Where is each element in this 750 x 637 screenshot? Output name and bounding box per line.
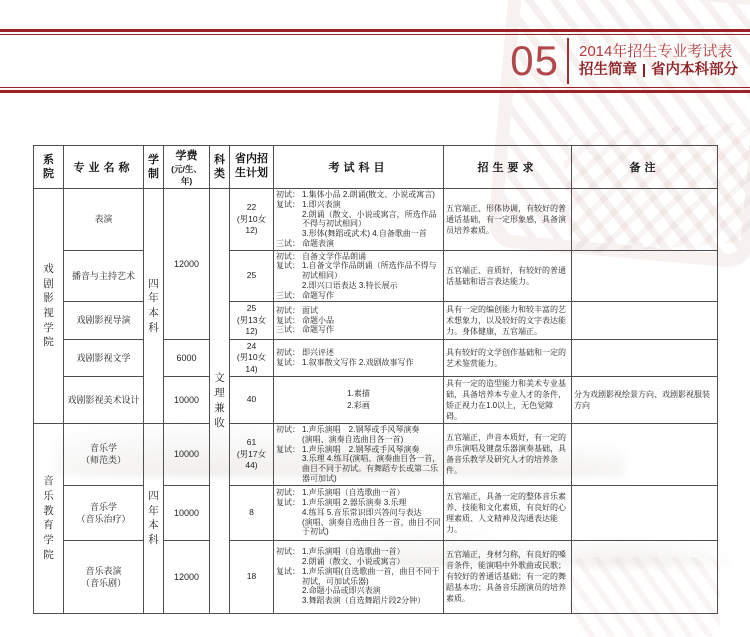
exam-line-text: (演唱、演奏自选曲目各一首，曲目不同于初试) [302, 517, 441, 537]
table-header-row [34, 146, 718, 189]
major-cell [64, 339, 144, 376]
major-sub: （音乐治疗） [76, 513, 131, 524]
plan-detail: (男17女44) [236, 448, 267, 471]
major-cell [64, 540, 144, 613]
exam-line [276, 596, 441, 606]
exam-line-text: 2.命题小品或即兴表演 [302, 586, 381, 596]
requirements-cell [444, 302, 572, 339]
major-name: 播音与主持艺术 [71, 270, 135, 281]
plan-cell [230, 377, 274, 424]
major-cell [64, 485, 144, 540]
tuition-value: 10000 [173, 395, 200, 406]
exam-subjects-cell [274, 189, 444, 251]
top-rule-thick [0, 29, 750, 32]
table-row [34, 302, 718, 339]
requirements-cell [444, 250, 572, 302]
major-name: 表演 [94, 214, 113, 225]
exam-line [276, 488, 441, 498]
exam-stage-label: 三试： [276, 325, 300, 335]
exam-stage-label: 初试： [276, 348, 300, 358]
requirements-cell [444, 189, 572, 251]
col-header-tuition-unit: (元/生、年) [171, 164, 202, 186]
plan-detail: (男10女14) [236, 352, 267, 374]
exam-line [276, 547, 441, 557]
note-cell [572, 377, 718, 424]
exam-stage-label: 复试： [276, 261, 300, 271]
exam-subjects-cell [274, 424, 444, 486]
table-row [34, 189, 718, 251]
exam-line [276, 348, 441, 358]
note-cell [572, 189, 718, 251]
exam-subjects-cell [274, 339, 444, 376]
exam-line [276, 229, 441, 239]
exam-subjects-cell [274, 302, 444, 339]
exam-line [276, 567, 441, 587]
page-header [510, 38, 738, 84]
tuition-value: 6000 [176, 352, 197, 363]
exam-line-text: 1.声乐演唱（自选歌曲一首） [302, 488, 405, 498]
requirements-text: 五官端正，身材匀称，有良好的嗓音条件，能演唱中外歌曲或民歌；有较好的普通话基础；有一定的舞蹈基本功；具备音乐剧演员的培养素质。 [446, 550, 566, 604]
major-sub: （师范类） [80, 455, 126, 466]
exam-stage-label: 复试： [276, 444, 300, 454]
exam-stage-label: 初试： [276, 251, 300, 261]
dept-cell-music [34, 424, 64, 614]
exam-stage-label: 初试： [276, 425, 300, 435]
exam-line-text: 命题写作 [302, 325, 334, 335]
note-cell [572, 424, 718, 486]
plan-number: 61 [246, 437, 257, 448]
exam-stage-label [276, 586, 302, 596]
duration-cell-drama [144, 189, 164, 424]
header-divider [567, 38, 569, 84]
requirements-cell [444, 540, 572, 613]
exam-line [276, 425, 441, 435]
table-row [34, 339, 718, 376]
col-header-duration [144, 146, 164, 189]
requirements-cell [444, 377, 572, 424]
plan-number: 25 [246, 303, 257, 314]
table-row [34, 485, 718, 540]
exam-stage-label [276, 210, 302, 230]
exam-line-text: 1.集体小品 2.朗诵(散文、小说或寓言) [302, 190, 435, 199]
exam-line [276, 200, 441, 210]
exam-line [276, 316, 441, 326]
exam-subjects-cell [274, 250, 444, 302]
exam-stage-label [276, 596, 302, 606]
exam-stage-label [276, 518, 302, 538]
requirements-text: 五官端正、形体协调，有较好的普通话基础，有一定形象感，具备演员培养素质。 [446, 203, 566, 235]
col-header-major: 专业名称 [64, 146, 144, 189]
exam-line-text: 1.声乐演唱 2.器乐演奏 3.乐理 [302, 498, 407, 508]
major-name: 音乐学 [89, 443, 117, 454]
major-name: 音乐表演 [85, 565, 122, 576]
header-rule-thick [0, 90, 750, 93]
col-header-dept [34, 146, 64, 189]
col-header-tuition-label: 学费 [175, 150, 198, 162]
plan-number: 25 [246, 270, 257, 281]
exam-subjects-cell [274, 485, 444, 540]
exam-line-text: 4.练耳 5.音乐常识即兴答问与表达 [302, 507, 422, 517]
col-header-exam: 考试科目 [274, 146, 444, 189]
plan-cell [230, 424, 274, 486]
table-row [34, 377, 718, 424]
col-header-dept-label: 系院 [42, 153, 54, 180]
major-cell [64, 302, 144, 339]
category-value: 文理兼收 [214, 372, 225, 429]
exam-stage-label [276, 557, 302, 567]
header-titles [579, 42, 738, 80]
col-header-plan [230, 146, 274, 189]
plan-cell [230, 339, 274, 376]
tuition-value: 10000 [173, 449, 200, 460]
requirements-text: 具有一定的造型能力和美术专业基础，具备培养本专业人才的条件，矫正视力在1.0以上，无色觉障碍。 [446, 379, 566, 422]
plan-number: 18 [246, 570, 257, 581]
exam-line-text: 命题写作 [302, 290, 334, 300]
exam-line [276, 557, 441, 567]
exam-subjects-cell [274, 540, 444, 613]
plan-number: 40 [246, 394, 257, 405]
exam-stage-label: 初试： [276, 488, 300, 498]
requirements-text: 五官端正，声音本质好，有一定的声乐演唱及键盘乐器演奏基础，具备音乐教学及研究人才的培养条件。 [446, 433, 566, 476]
major-name: 音乐学 [89, 501, 117, 512]
page-subtitle [579, 61, 738, 80]
plan-number: 8 [249, 506, 254, 517]
exam-line [276, 508, 441, 518]
exam-line [276, 325, 441, 335]
page-number: 05 [510, 37, 559, 84]
requirements-text: 五官端正，具备一定的整体音乐素养、技能和文化素质，有良好的心理素质、人文精神及沟通表达能力。 [446, 491, 566, 534]
exam-line-text: 1.素描 [347, 389, 370, 399]
col-header-tuition [164, 146, 210, 189]
plan-number: 22 [246, 202, 257, 213]
duration-text: 四年本科 [148, 490, 159, 547]
exam-line-text: 1.声乐演唱(自选歌曲一首，曲目不同于初试，可加试乐器) [302, 566, 440, 586]
major-name: 戏剧影视美术设计 [67, 395, 140, 406]
tuition-value: 10000 [173, 507, 200, 518]
requirements-cell [444, 424, 572, 486]
exam-stage-label: 初试： [276, 190, 300, 199]
exam-line-text: 面试 [302, 305, 318, 315]
exam-stage-label: 复试： [276, 498, 300, 508]
exam-line-text: 1.声乐演唱 2.钢琴或手风琴演奏 [302, 425, 420, 435]
exam-line-text: 3.形体(舞蹈或武术) 4.自备歌曲一首 [302, 229, 427, 238]
plan-detail: (男13女12) [236, 314, 267, 337]
col-header-note: 备注 [572, 146, 718, 189]
major-cell [64, 377, 144, 424]
exam-line-text: 即兴评述 [302, 348, 334, 358]
exam-line [276, 518, 441, 538]
exam-line-text: 2.彩画 [347, 401, 370, 411]
exam-stage-label: 复试： [276, 315, 300, 325]
exam-line [276, 291, 441, 301]
exam-line-text: 3.乐理 4.练耳(演唱、演奏曲目各一首，曲目不同于初试。有舞蹈专长或第二乐器可加试) [302, 454, 441, 483]
exam-line [276, 435, 441, 445]
col-header-category [210, 146, 230, 189]
exam-line-text: 1.声乐演唱 2.钢琴或手风琴演奏 [302, 444, 420, 454]
exam-line-text: 1.声乐演唱（自选歌曲一首） [302, 547, 405, 557]
exam-stage-label: 初试： [276, 547, 300, 557]
dept-name: 音乐教育学院 [43, 475, 54, 561]
exam-line-text: 命题表演 [302, 238, 334, 248]
major-cell [64, 424, 144, 486]
exam-stage-label [276, 435, 302, 445]
exam-stage-label: 三试： [276, 290, 300, 300]
exam-line [276, 586, 441, 596]
exam-line [276, 261, 441, 281]
exam-line-text: 1.叙事散文写作 2.戏剧故事写作 [302, 357, 414, 367]
exam-stage-label: 初试： [276, 305, 300, 315]
subtitle-left: 招生简章 [579, 62, 637, 79]
exam-line [276, 210, 441, 230]
exam-stage-label: 复试： [276, 357, 300, 367]
exam-line-text: 自备文学作品朗诵 [302, 251, 366, 261]
exam-line [276, 281, 441, 291]
duration-cell-music [144, 424, 164, 614]
exam-line-text: 1.即兴表演 [302, 199, 341, 209]
exam-line [276, 239, 441, 249]
exam-line [276, 306, 441, 316]
requirements-cell [444, 339, 572, 376]
tuition-cell [164, 540, 210, 613]
table-row [34, 424, 718, 486]
exam-line-text: 2.朗诵（散文、小说或寓言） [302, 557, 405, 567]
exam-stage-label [276, 454, 302, 483]
page-title: 2014年招生专业考试表 [579, 42, 733, 60]
tuition-cell [164, 189, 210, 340]
exam-stage-label [276, 508, 302, 518]
exam-line-text: 2.朗诵（散文、小说或寓言，所选作品不得与初试相同） [302, 209, 437, 229]
tuition-value: 12000 [173, 258, 200, 269]
requirements-cell [444, 485, 572, 540]
header-rule-thin [0, 87, 750, 88]
note-text: 分为戏剧影视绘景方向、戏剧影视服装方向 [574, 389, 710, 411]
plan-cell [230, 250, 274, 302]
note-cell [572, 540, 718, 613]
requirements-text: 具有一定的编创能力和较丰富的艺术想象力，以及较好的文字表达能力。身体健康，五官端正。 [446, 304, 566, 336]
major-cell [64, 250, 144, 302]
requirements-text: 五官端正、音质好，有较好的普通话基础和语言表达能力。 [446, 265, 566, 286]
table-row [34, 250, 718, 302]
category-cell [210, 189, 230, 614]
major-name: 戏剧影视文学 [76, 352, 131, 363]
plan-cell [230, 189, 274, 251]
plan-cell [230, 485, 274, 540]
tuition-value: 12000 [173, 571, 200, 582]
plan-number: 24 [246, 340, 257, 351]
col-header-duration-label: 学制 [147, 153, 159, 180]
exam-line-text: 3.舞蹈表演（自选舞蹈片段2分钟） [302, 596, 426, 606]
exam-stage-label [276, 281, 302, 291]
admission-exam-table [33, 145, 718, 614]
major-sub: （音乐剧） [80, 577, 126, 588]
table-row [34, 540, 718, 613]
major-cell [64, 189, 144, 251]
exam-line [276, 445, 441, 455]
exam-stage-label: 复试： [276, 566, 300, 576]
exam-subjects-cell [274, 377, 444, 424]
exam-stage-label: 复试： [276, 199, 300, 209]
col-header-category-label: 科类 [213, 153, 225, 180]
exam-line [276, 252, 441, 262]
top-rule-thin [0, 34, 750, 35]
exam-line-text: 命题小品 [302, 315, 334, 325]
tuition-cell [164, 485, 210, 540]
exam-stage-label [276, 229, 302, 239]
exam-line [276, 190, 441, 200]
exam-stage-label: 三试： [276, 238, 300, 248]
tuition-cell [164, 424, 210, 486]
plan-cell [230, 540, 274, 613]
tuition-cell [164, 377, 210, 424]
plan-cell [230, 302, 274, 339]
duration-text: 四年本科 [148, 277, 159, 334]
note-cell [572, 339, 718, 376]
tuition-cell [164, 339, 210, 376]
exam-line-text: 1.自备文学作品朗诵（所选作品不得与初试相同） [302, 261, 437, 280]
col-header-requirement: 招生要求 [444, 146, 572, 189]
subtitle-divider [643, 64, 645, 77]
dept-name: 戏剧影视学院 [43, 263, 54, 349]
note-cell [572, 302, 718, 339]
plan-detail: (男10女12) [236, 213, 267, 235]
exam-line [276, 498, 441, 508]
exam-line-text: 2.即兴口语表达 3.特长展示 [302, 280, 398, 290]
note-cell [572, 250, 718, 302]
major-name: 戏剧影视导演 [76, 315, 131, 326]
note-cell [572, 485, 718, 540]
requirements-text: 具有较好的文学创作基础和一定的艺术鉴赏能力。 [446, 347, 566, 368]
exam-line [276, 454, 441, 483]
dept-cell-drama [34, 189, 64, 424]
subtitle-right: 省内本科部分 [651, 62, 738, 79]
exam-line [276, 358, 441, 368]
col-header-plan-label: 省内招生计划 [235, 153, 268, 179]
exam-line-text: (演唱、演奏自选曲目各一首) [302, 434, 404, 444]
